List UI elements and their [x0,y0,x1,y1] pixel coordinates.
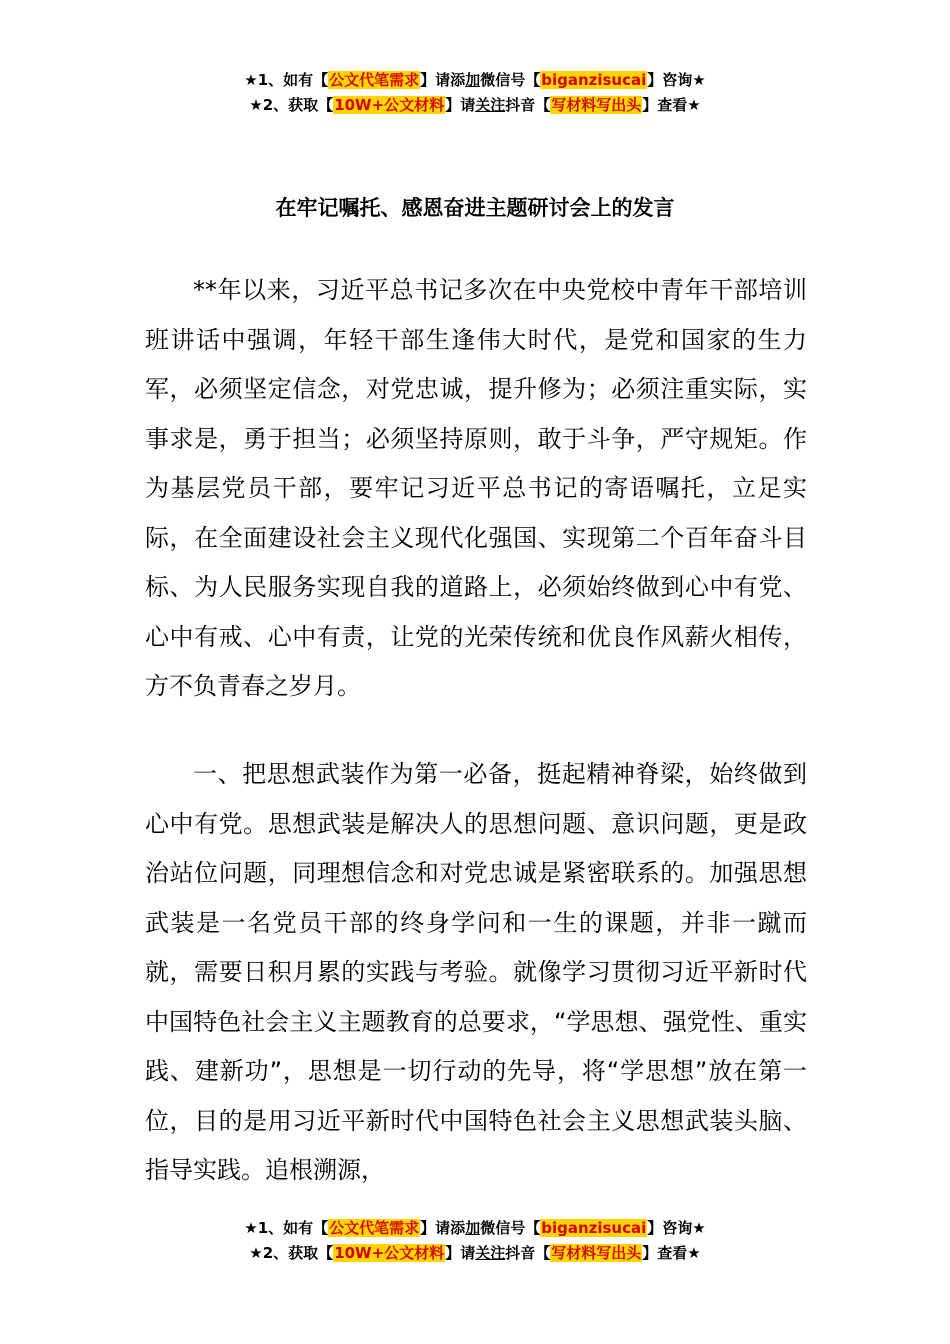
top-banner [0,68,950,118]
banner-wechat-id: biganzisucai [541,71,647,89]
banner-highlight: 10W+公文材料 [334,96,445,114]
banner-line-2: ★2、获取【10W+公文材料】请关注抖音【写材料写出头】查看★ [249,1244,701,1262]
bottom-banner [0,1216,950,1266]
body-section-1 [145,266,807,712]
banner-highlight: 公文代笔需求 [329,71,420,89]
paragraph: **年以来，习近平总书记多次在中央党校中青年干部培训班讲话中强调，年轻干部生逢伟大时代，是党和国家的生力军，必须坚定信念，对党忠诚，提升修为；必须注重实际，实事求是，勇于担当；必须坚持原则，敢于斗争，严守规矩。作为基层党员干部，要牢记习近平总书记的寄语嘱托，立足实际，在全面建设社会主义现代化强国、实现第二个百年奋斗目标、为人民服务实现自我的道路上，必须始终做到心中有党、心中有戒、心中有责，让党的光荣传统和优良作风薪火相传，方不负青春之岁月。 [145,276,807,700]
banner-line-1: ★1、如有【公文代笔需求】请添加微信号【biganzisucai】咨询★ [244,1219,706,1237]
banner-line-1: ★1、如有【公文代笔需求】请添加微信号【biganzisucai】咨询★ [244,71,706,89]
banner-wechat-id: biganzisucai [541,1219,647,1237]
body-section-2 [145,750,807,1196]
banner-line-2: ★2、获取【10W+公文材料】请关注抖音【写材料写出头】查看★ [249,96,701,114]
document-title: 在牢记嘱托、感恩奋进主题研讨会上的发言 [275,196,675,220]
banner-douyin-id: 写材料写出头 [551,96,642,114]
banner-highlight: 公文代笔需求 [329,1219,420,1237]
paragraph: 一、把思想武装作为第一必备，挺起精神脊梁，始终做到心中有党。思想武装是解决人的思想问题、意识问题，更是政治站位问题，同理想信念和对党忠诚是紧密联系的。加强思想武装是一名党员干部的终身学问和一生的课题，并非一蹴而就，需要日积月累的实践与考验。就像学习贯彻习近平新时代中国特色社会主义主题教育的总要求，“学思想、强党性、重实践、建新功”，思想是一切行动的先导，将“学思想”放在第一位，目的是用习近平新时代中国特色社会主义思想武装头脑、指导实践。追根溯源， [145,760,807,1184]
banner-douyin-id: 写材料写出头 [551,1244,642,1262]
banner-highlight: 10W+公文材料 [334,1244,445,1262]
